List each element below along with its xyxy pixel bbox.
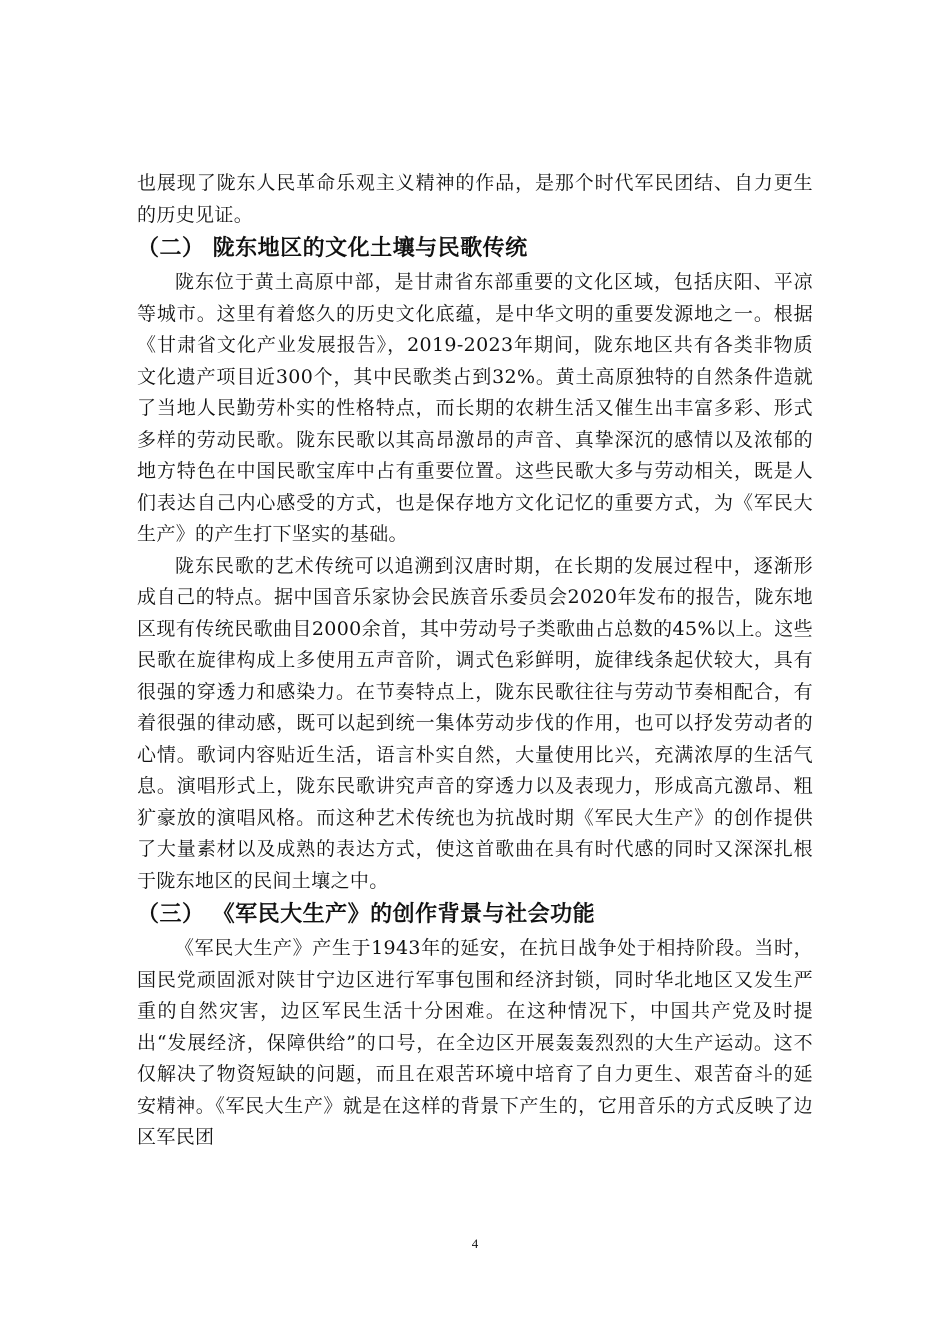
paragraph-continuation: 也展现了陇东人民革命乐观主义精神的作品，是那个时代军民团结、自力更生的历史见证。 (137, 172, 813, 226)
section-heading-2: （二） 陇东地区的文化土壤与民歌传统 (137, 236, 528, 261)
section-heading-3: （三） 《军民大生产》的创作背景与社会功能 (137, 902, 596, 927)
paragraph-creation-background: 《军民大生产》产生于1943年的延安，在抗日战争处于相持阶段。当时，国民党顽固派对陕甘宁边区进行军事包围和经济封锁，同时华北地区又发生严重的自然灾害，边区军民生活十分困难。在这种情况下，中国共产党及时提出“发展经济，保障供给”的口号，在全边区开展轰轰烈烈的大生产运动。这不仅解决了物资短缺的问题，而且在艰苦环境中培育了自力更生、艰苦奋斗的延安精神。《军民大生产》就是在这样的背景下产生的，它用音乐的方式反映了边区军民团 (137, 937, 813, 1148)
paragraph-folk-song-tradition: 陇东民歌的艺术传统可以追溯到汉唐时期，在长期的发展过程中，逐渐形成自己的特点。据中国音乐家协会民族音乐委员会2020年发布的报告，陇东地区现有传统民歌曲目2000余首，其中劳动号子类歌曲占总数的45%以上。这些民歌在旋律构成上多使用五声音阶，调式色彩鲜明，旋律线条起伏较大，具有很强的穿透力和感染力。在节奏特点上，陇东民歌往往与劳动节奏相配合，有着很强的律动感，既可以起到统一集体劳动步伐的作用，也可以抒发劳动者的心情。歌词内容贴近生活，语言朴实自然，大量使用比兴，充满浓厚的生活气息。演唱形式上，陇东民歌讲究声音的穿透力以及表现力，形成高亢激昂、粗犷豪放的演唱风格。而这种艺术传统也为抗战时期《军民大生产》的创作提供了大量素材以及成熟的表达方式，使这首歌曲在具有时代感的同时又深深扎根于陇东地区的民间土壤之中。 (137, 554, 813, 892)
page-body (137, 168, 813, 1154)
page-number: 4 (471, 1236, 479, 1251)
paragraph-longdong-culture: 陇东位于黄土高原中部，是甘肃省东部重要的文化区域，包括庆阳、平凉等城市。这里有着悠久的历史文化底蕴，是中华文明的重要发源地之一。根据《甘肃省文化产业发展报告》，2019-2023年期间，陇东地区共有各类非物质文化遗产项目近300个，其中民歌类占到32%。黄土高原独特的自然条件造就了当地人民勤劳朴实的性格特点，而长期的农耕生活又催生出丰富多彩、形式多样的劳动民歌。陇东民歌以其高昂激昂的声音、真挚深沉的感情以及浓郁的地方特色在中国民歌宝库中占有重要位置。这些民歌大多与劳动相关，既是人们表达自己内心感受的方式，也是保存地方文化记忆的重要方式，为《军民大生产》的产生打下坚实的基础。 (137, 271, 813, 545)
